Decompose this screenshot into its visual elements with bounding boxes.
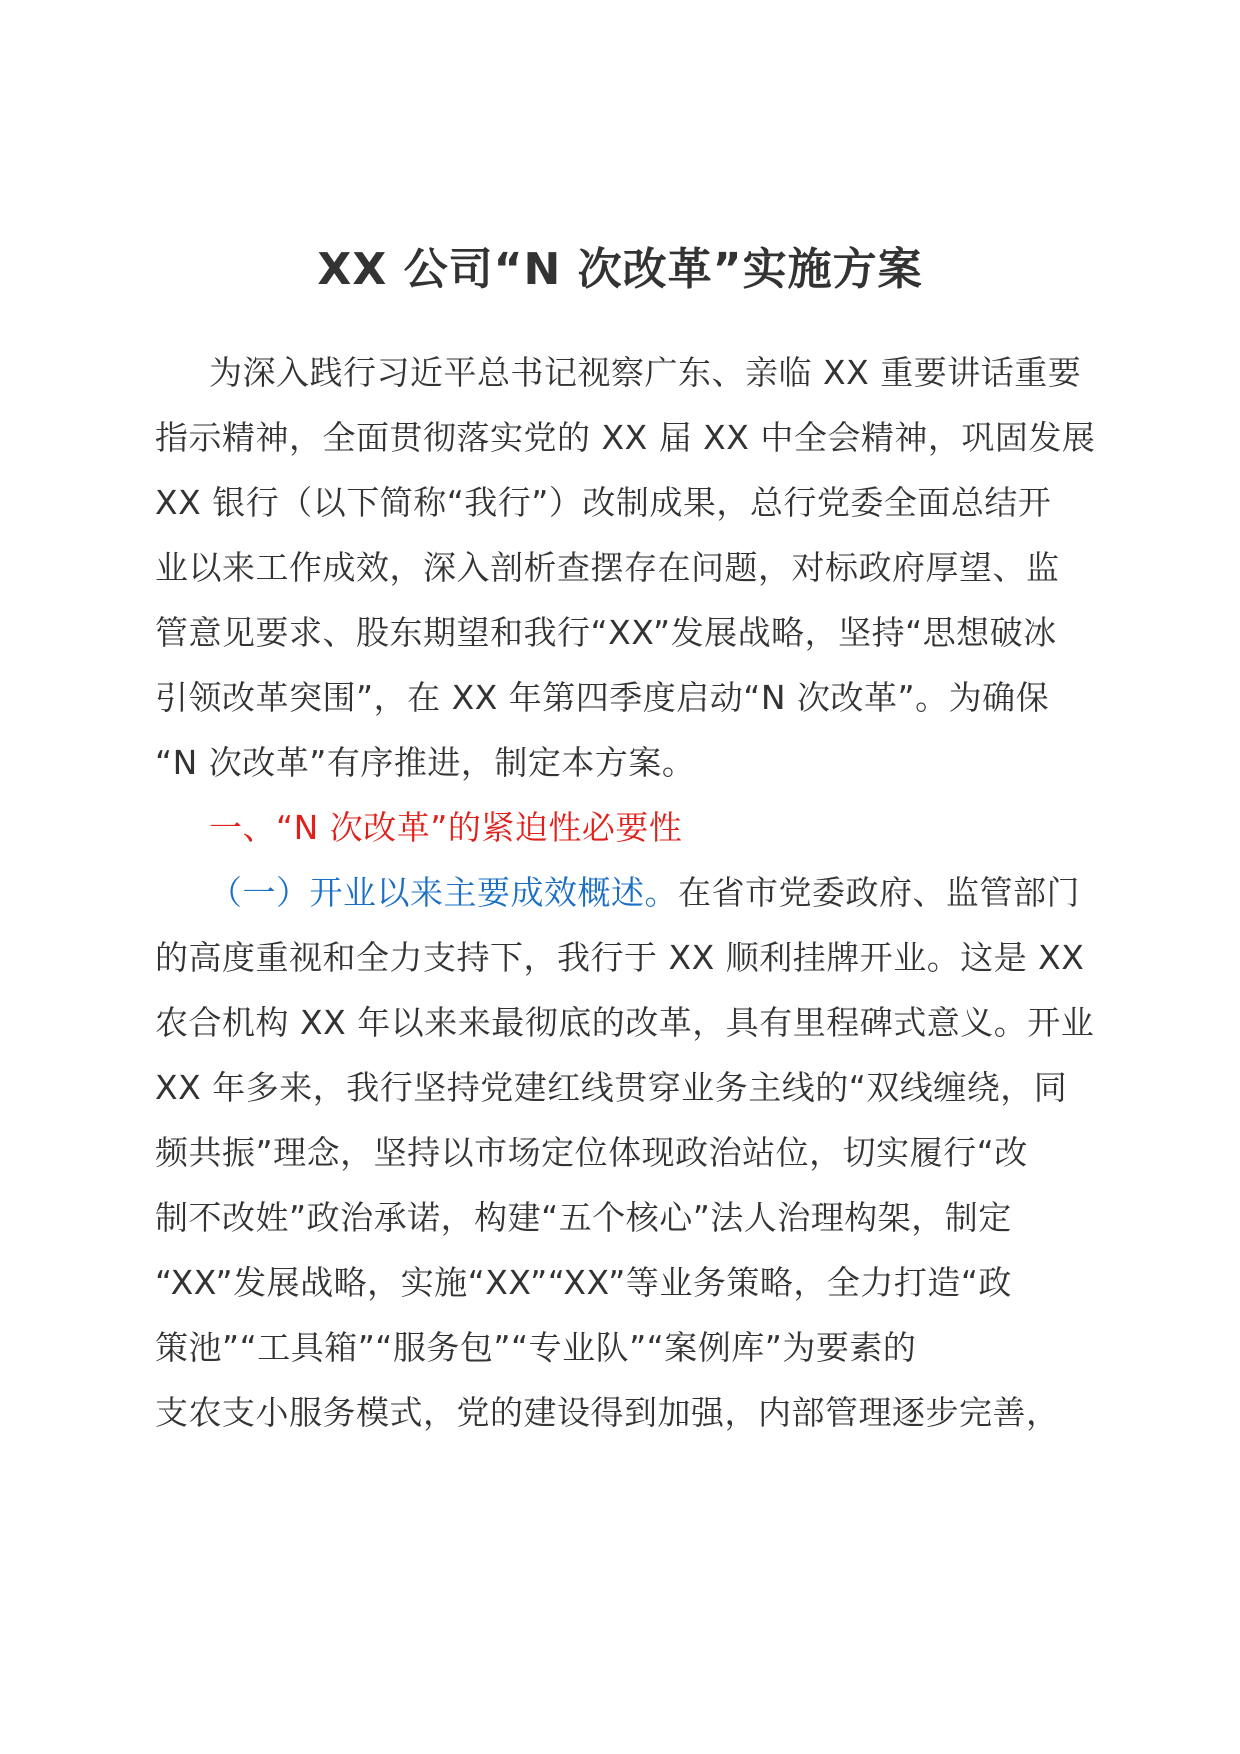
paragraph-line: 频共振”理念，坚持以市场定位体现政治站位，切实履行“改 [155, 1133, 1028, 1172]
paragraph-line: XX 年多来，我行坚持党建红线贯穿业务主线的“双线缠绕，同 [155, 1068, 1068, 1107]
paragraph-line: “XX”发展战略，实施“XX”“XX”等业务策略，全力打造“政 [155, 1263, 1012, 1302]
paragraph-line: 制不改姓”政治承诺，构建“五个核心”法人治理构架，制定 [155, 1198, 1012, 1237]
paragraph-line: 指示精神，全面贯彻落实党的 XX 届 XX 中全会精神，巩固发展 [155, 418, 1096, 457]
document-title: XX 公司“N 次改革”实施方案 [317, 244, 923, 295]
paragraph-line: 策池”“工具箱”“服务包”“专业队”“案例库”为要素的 [155, 1328, 917, 1367]
paragraph-line: 的高度重视和全力支持下，我行于 XX 顺利挂牌开业。这是 XX [155, 938, 1085, 977]
section-heading: 一、“N 次改革”的紧迫性必要性 [209, 808, 683, 847]
paragraph-line: 支农支小服务模式，党的建设得到加强，内部管理逐步完善， [155, 1393, 1060, 1432]
paragraph-line-text: 在省市党委政府、监管部门 [678, 873, 1080, 912]
subsection-heading: （一）开业以来主要成效概述。 [209, 873, 678, 912]
paragraph-line: 管意见要求、股东期望和我行“XX”发展战略，坚持“思想破冰 [155, 613, 1057, 652]
paragraph-line: XX 银行（以下简称“我行”）改制成果，总行党委全面总结开 [155, 483, 1052, 522]
document-body [155, 340, 1096, 1445]
subsection-paragraph-start [155, 860, 1090, 925]
paragraph-line: “N 次改革”有序推进，制定本方案。 [155, 743, 696, 782]
paragraph-line: 引领改革突围”，在 XX 年第四季度启动“N 次改革”。为确保 [155, 678, 1050, 717]
paragraph-line: 业以来工作成效，深入剖析查摆存在问题，对标政府厚望、监 [155, 548, 1060, 587]
paragraph-line: 农合机构 XX 年以来来最彻底的改革，具有里程碑式意义。开业 [155, 1003, 1095, 1042]
paragraph-line: 为深入践行习近平总书记视察广东、亲临 XX 重要讲话重要 [209, 353, 1082, 392]
